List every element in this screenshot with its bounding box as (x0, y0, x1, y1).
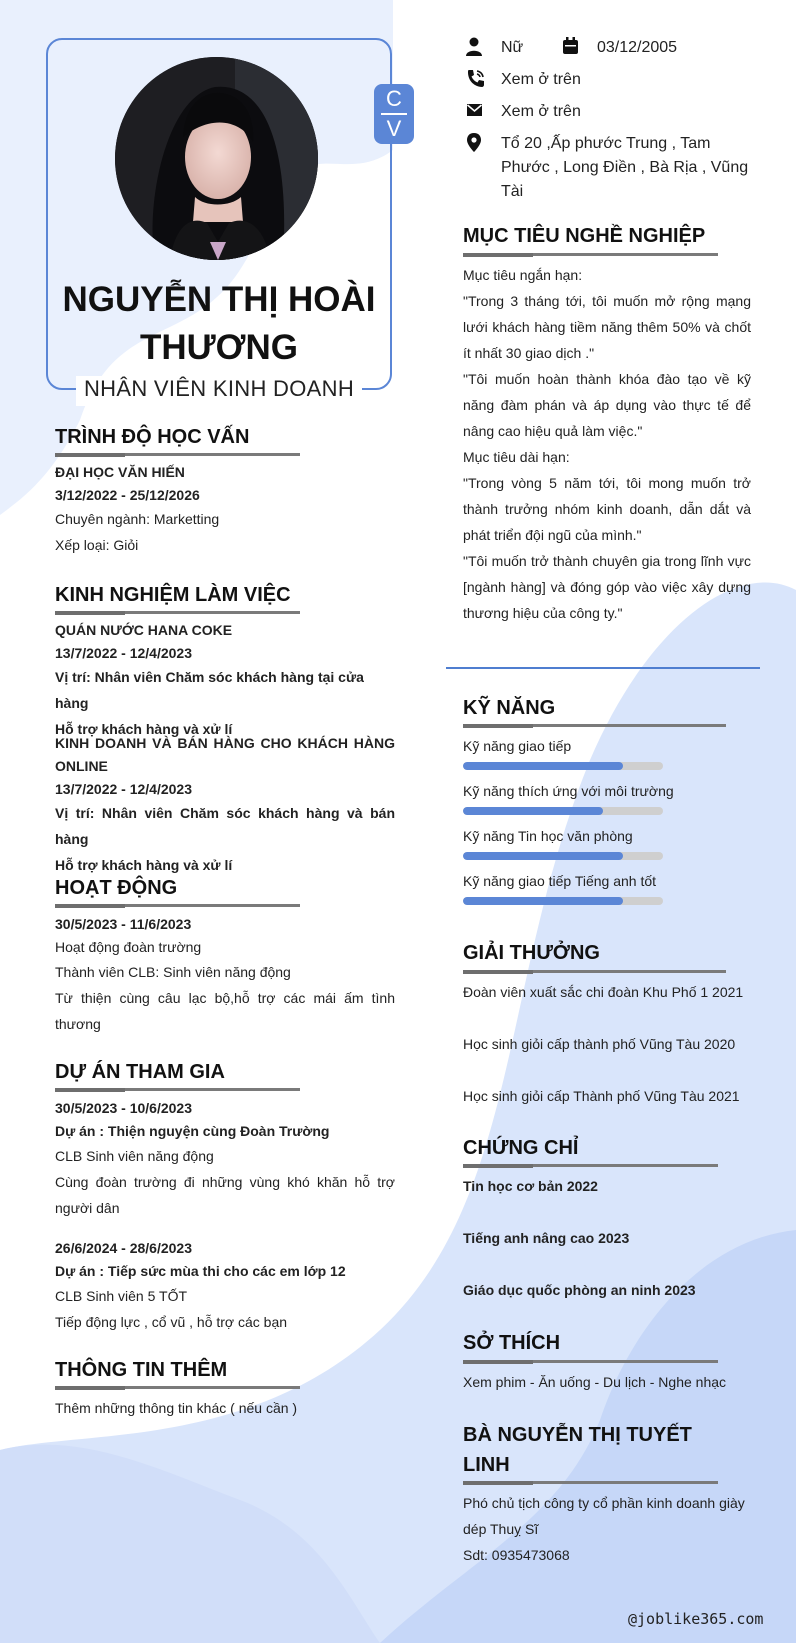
reference-underline (463, 1481, 718, 1484)
skill-label: Kỹ năng giao tiếp Tiếng anh tốt (463, 873, 657, 889)
education-school: ĐẠI HỌC VĂN HIẾN (55, 464, 185, 480)
project-name: Dự án : Thiện nguyện cùng Đoàn Trường (55, 1123, 330, 1139)
contact-phone-row (465, 68, 751, 92)
activities-line: Hoạt động đoàn trường (55, 939, 202, 955)
objective-long-1: "Trong vòng 5 năm tới, tôi mong muốn trở thành trưởng nhóm kinh doanh, dẫn dắt và phát triển đội ngũ của mình." (463, 475, 751, 543)
reference-phone: Sdt: 0935473068 (463, 1547, 570, 1563)
project-item (55, 1237, 395, 1335)
activities-line: Từ thiện cùng câu lạc bộ,hỗ trợ các mái ấm tình thương (55, 990, 395, 1032)
phone-icon (465, 68, 487, 90)
education-major: Chuyên ngành: Marketting (55, 511, 220, 527)
project-dates: 30/5/2023 - 10/6/2023 (55, 1100, 193, 1116)
project-org: CLB Sinh viên năng động (55, 1148, 214, 1164)
project-name: Dự án : Tiếp sức mùa thi cho các em lớp 12 (55, 1263, 346, 1279)
person-icon (465, 36, 487, 58)
activities-line: Thành viên CLB: Sinh viên năng động (55, 964, 291, 980)
mail-icon (465, 100, 487, 122)
objective-short-1: "Trong 3 tháng tới, tôi muốn mở rộng mạng lưới khách hàng tiềm năng thêm 50% và chốt ít nhất 30 giao dịch ." (463, 293, 751, 361)
skills-title: KỸ NĂNG (463, 697, 556, 719)
email-text: Xem ở trên (501, 103, 581, 120)
hobbies-underline (463, 1360, 718, 1363)
skill-bar (463, 897, 663, 905)
more-info-title: THÔNG TIN THÊM (55, 1359, 228, 1381)
cv-badge (374, 84, 414, 144)
avatar (115, 57, 318, 260)
skill-bar (463, 852, 663, 860)
award-item: Học sinh giỏi cấp Thành phố Vũng Tàu 2021 (463, 1088, 740, 1104)
skill-label: Kỹ năng Tin học văn phòng (463, 828, 633, 844)
education-underline (55, 453, 300, 456)
watermark: @joblike365.com (628, 1610, 764, 1628)
projects-title: DỰ ÁN THAM GIA (55, 1061, 225, 1083)
education-title: TRÌNH ĐỘ HỌC VẤN (55, 426, 250, 448)
experience-item (55, 618, 395, 742)
objective-title: MỤC TIÊU NGHỀ NGHIỆP (463, 225, 706, 247)
certificates-title: CHỨNG CHỈ (463, 1137, 579, 1159)
experience-desc: Hỗ trợ khách hàng và xử lí (55, 857, 233, 873)
skill-label: Kỹ năng thích ứng với môi trường (463, 783, 674, 799)
calendar-icon (561, 36, 583, 58)
candidate-position: NHÂN VIÊN KINH DOANH (76, 376, 362, 406)
objective-short-label: Mục tiêu ngắn hạn: (463, 267, 583, 283)
cv-badge-top: C (386, 86, 402, 111)
candidate-name: NGUYỄN THỊ HOÀI THƯƠNG (62, 280, 376, 367)
hobbies-title: SỞ THÍCH (463, 1332, 561, 1354)
reference-desc: Phó chủ tịch công ty cổ phần kinh doanh giày dép Thuỵ Sĩ (463, 1495, 745, 1537)
project-desc: Tiếp động lực , cổ vũ , hỗ trợ các bạn (55, 1314, 288, 1330)
experience-title: KINH NGHIỆM LÀM VIỆC (55, 584, 291, 606)
objective-underline (463, 253, 718, 256)
awards-underline (463, 970, 726, 973)
experience-company: QUÁN NƯỚC HANA COKE (55, 622, 233, 638)
experience-company: KINH DOANH VÀ BÁN HÀNG CHO KHÁCH HÀNG ONLINE (55, 735, 395, 774)
phone-text: Xem ở trên (501, 71, 581, 88)
activities-dates: 30/5/2023 - 11/6/2023 (55, 916, 192, 932)
awards-title: GIẢI THƯỞNG (463, 942, 600, 964)
reference-body (463, 1490, 751, 1568)
education-body (55, 460, 395, 558)
award-item: Đoàn viên xuất sắc chi đoàn Khu Phố 1 2021 (463, 984, 744, 1000)
address-text: Tổ 20 ,Ấp phước Trung , Tam Phước , Long Điền , Bà Rịa , Vũng Tài (501, 135, 749, 200)
project-dates: 26/6/2024 - 28/6/2023 (55, 1240, 193, 1256)
experience-dates: 13/7/2022 - 12/4/2023 (55, 781, 193, 797)
education-rank: Xếp loại: Giỏi (55, 537, 139, 553)
experience-dates: 13/7/2022 - 12/4/2023 (55, 645, 193, 661)
project-org: CLB Sinh viên 5 TỐT (55, 1288, 188, 1304)
skills-underline (463, 724, 726, 727)
activities-underline (55, 904, 300, 907)
certificate-item: Tin học cơ bản 2022 (463, 1178, 598, 1194)
experience-role: Vị trí: Nhân viên Chăm sóc khách hàng tại cửa hàng (55, 669, 364, 711)
objective-body (463, 262, 751, 626)
column-divider (446, 667, 760, 669)
objective-long-label: Mục tiêu dài hạn: (463, 449, 570, 465)
objective-long-2: "Tôi muốn trở thành chuyên gia trong lĩnh vực [ngành hàng] và đóng góp vào việc xây dựng thương hiệu của công ty." (463, 553, 751, 621)
objective-short-2: "Tôi muốn hoàn thành khóa đào tạo về kỹ năng đàm phán và áp dụng vào thực tế để nâng cao hiệu quả làm việc." (463, 371, 751, 439)
cv-badge-bottom: V (386, 116, 402, 141)
experience-role: Vị trí: Nhân viên Chăm sóc khách hàng và bán hàng (55, 805, 395, 847)
certificates-underline (463, 1164, 718, 1167)
hobbies-text: Xem phim - Ăn uống - Du lịch - Nghe nhạc (463, 1374, 727, 1390)
experience-item (55, 732, 395, 878)
reference-title: BÀ NGUYỄN THỊ TUYẾT LINH (463, 1424, 692, 1476)
project-desc: Cùng đoàn trường đi những vùng khó khăn hỗ trợ người dân (55, 1174, 395, 1216)
position-wrap (46, 376, 392, 406)
gender-text: Nữ (501, 39, 524, 56)
experience-underline (55, 611, 300, 614)
certificate-item: Tiếng anh nâng cao 2023 (463, 1230, 630, 1246)
skill-bar (463, 762, 663, 770)
contact-address-row (465, 132, 751, 204)
skill-label: Kỹ năng giao tiếp (463, 738, 572, 754)
map-pin-icon (465, 132, 487, 154)
skill-bar (463, 807, 663, 815)
activities-body (55, 913, 395, 1037)
contact-gender-row (465, 36, 677, 60)
project-item (55, 1097, 395, 1221)
more-info-text: Thêm những thông tin khác ( nếu cần ) (55, 1400, 298, 1416)
experience-desc: Hỗ trợ khách hàng và xử lí (55, 721, 233, 737)
contact-email-row (465, 100, 751, 124)
more-info-underline (55, 1386, 300, 1389)
birthday-text: 03/12/2005 (597, 39, 678, 56)
certificate-item: Giáo dục quốc phòng an ninh 2023 (463, 1282, 696, 1298)
activities-title: HOẠT ĐỘNG (55, 877, 178, 899)
education-dates: 3/12/2022 - 25/12/2026 (55, 487, 200, 503)
projects-underline (55, 1088, 300, 1091)
award-item: Học sinh giỏi cấp thành phố Vũng Tàu 2020 (463, 1036, 736, 1052)
